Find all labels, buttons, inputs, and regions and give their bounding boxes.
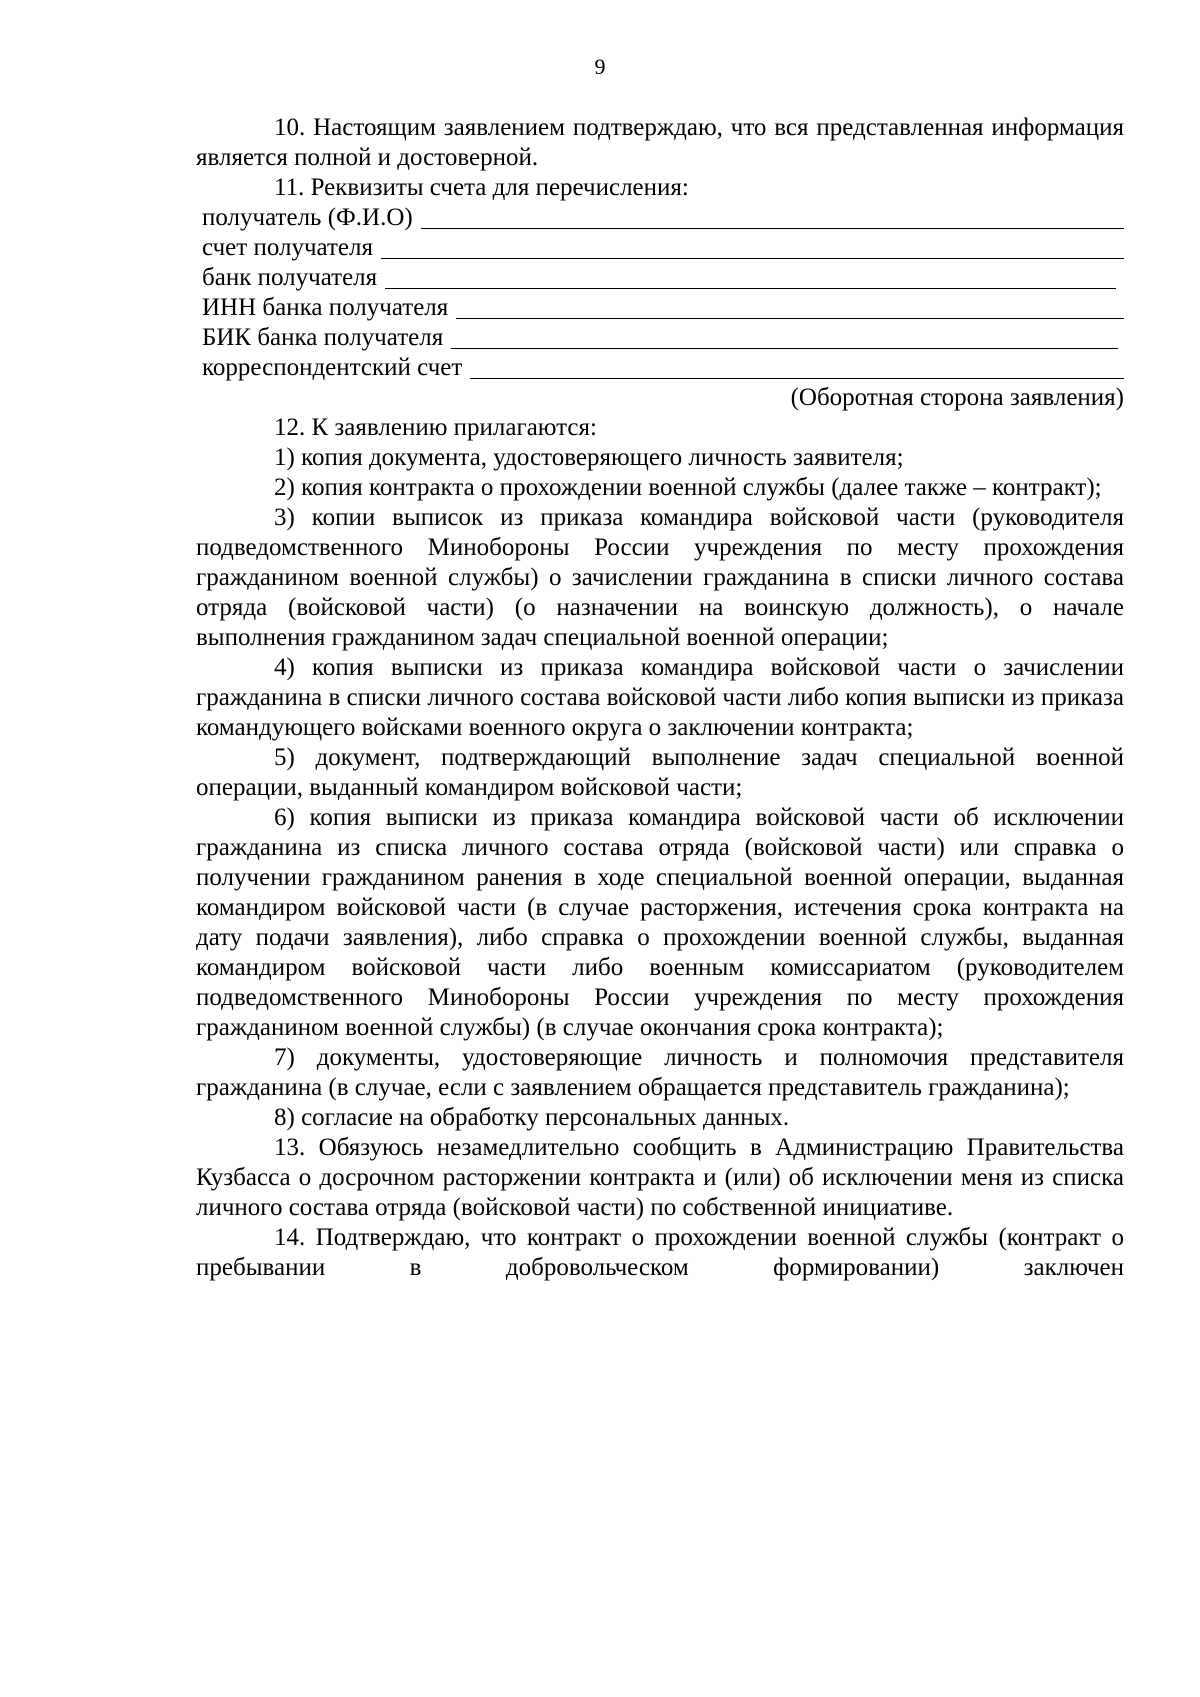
paragraph-13: 13. Обязуюсь незамедлительно сообщить в Администрацию Правительства Кузбасса о досрочном расторжении контракта и (или) об исключении меня из списка личного состава отряда (войсковой части) по собственной инициативе. [196,1134,1124,1221]
requisite-row [202,233,1124,263]
list-item: 3) копии выписок из приказа командира войсковой части (руководителя подведомственного Минобороны России учреждения по месту прохождения гражданином военной службы) о зачислении гражданина в списки личного состава отряда (войсковой части) (о назначении на воинскую должность), о начале выполнения гражданином задач специальной военной операции; [196,504,1124,651]
list-item: 1) копия документа, удостоверяющего личность заявителя; [274,444,904,471]
requisite-label: ИНН банка получателя [202,294,449,321]
requisites-block [196,203,1124,383]
fill-line [451,326,1118,349]
requisite-label: банк получателя [202,264,378,291]
document-body [196,113,1124,1283]
paragraph-12: 12. К заявлению прилагаются: [274,414,597,441]
list-item: 5) документ, подтверждающий выполнение задач специальной военной операции, выданный командиром войсковой части; [196,744,1124,801]
paragraph-11: 11. Реквизиты счета для перечисления: [274,174,689,201]
requisite-label: корреспондентский счет [202,354,463,381]
requisite-row [202,323,1124,353]
reverse-side-note: (Оборотная сторона заявления) [790,384,1124,411]
fill-line [470,356,1124,379]
fill-line [385,266,1116,289]
fill-line [381,236,1124,259]
requisite-row [202,353,1124,383]
requisite-row [202,203,1124,233]
requisite-label: БИК банка получателя [202,324,444,351]
requisite-row [202,293,1124,323]
requisite-row [202,263,1124,293]
list-item: 6) копия выписки из приказа командира войсковой части об исключении гражданина из списка личного состава отряда (войсковой части) или справка о получении гражданином ранения в ходе специальной военной операции, выданная командиром войсковой части (в случае расторжения, истечения срока контракта на дату подачи заявления), либо справка о прохождении военной службы, выданная командиром войсковой части либо военным комиссариатом (руководителем подведомственного Минобороны России учреждения по месту прохождения гражданином военной службы) (в случае окончания срока контракта); [196,804,1124,1041]
list-item: 4) копия выписки из приказа командира войсковой части о зачислении гражданина в списки личного состава войсковой части либо копия выписки из приказа командующего войсками военного округа о заключении контракта; [196,654,1124,741]
fill-line [456,296,1124,319]
list-item: 8) согласие на обработку персональных данных. [274,1104,790,1131]
requisite-label: получатель (Ф.И.О) [202,204,413,231]
list-item: 7) документы, удостоверяющие личность и полномочия представителя гражданина (в случае, если с заявлением обращается представитель гражданина); [196,1044,1124,1101]
page-number: 9 [594,54,606,79]
list-item: 2) копия контракта о прохождении военной службы (далее также – контракт); [274,474,1102,501]
fill-line [421,206,1124,229]
paragraph-14: 14. Подтверждаю, что контракт о прохождении военной службы (контракт о пребывании в добровольческом формировании) заключен [196,1224,1124,1281]
paragraph-10: 10. Настоящим заявлением подтверждаю, что вся представленная информация является полной и достоверной. [196,114,1124,171]
requisite-label: счет получателя [202,234,373,261]
